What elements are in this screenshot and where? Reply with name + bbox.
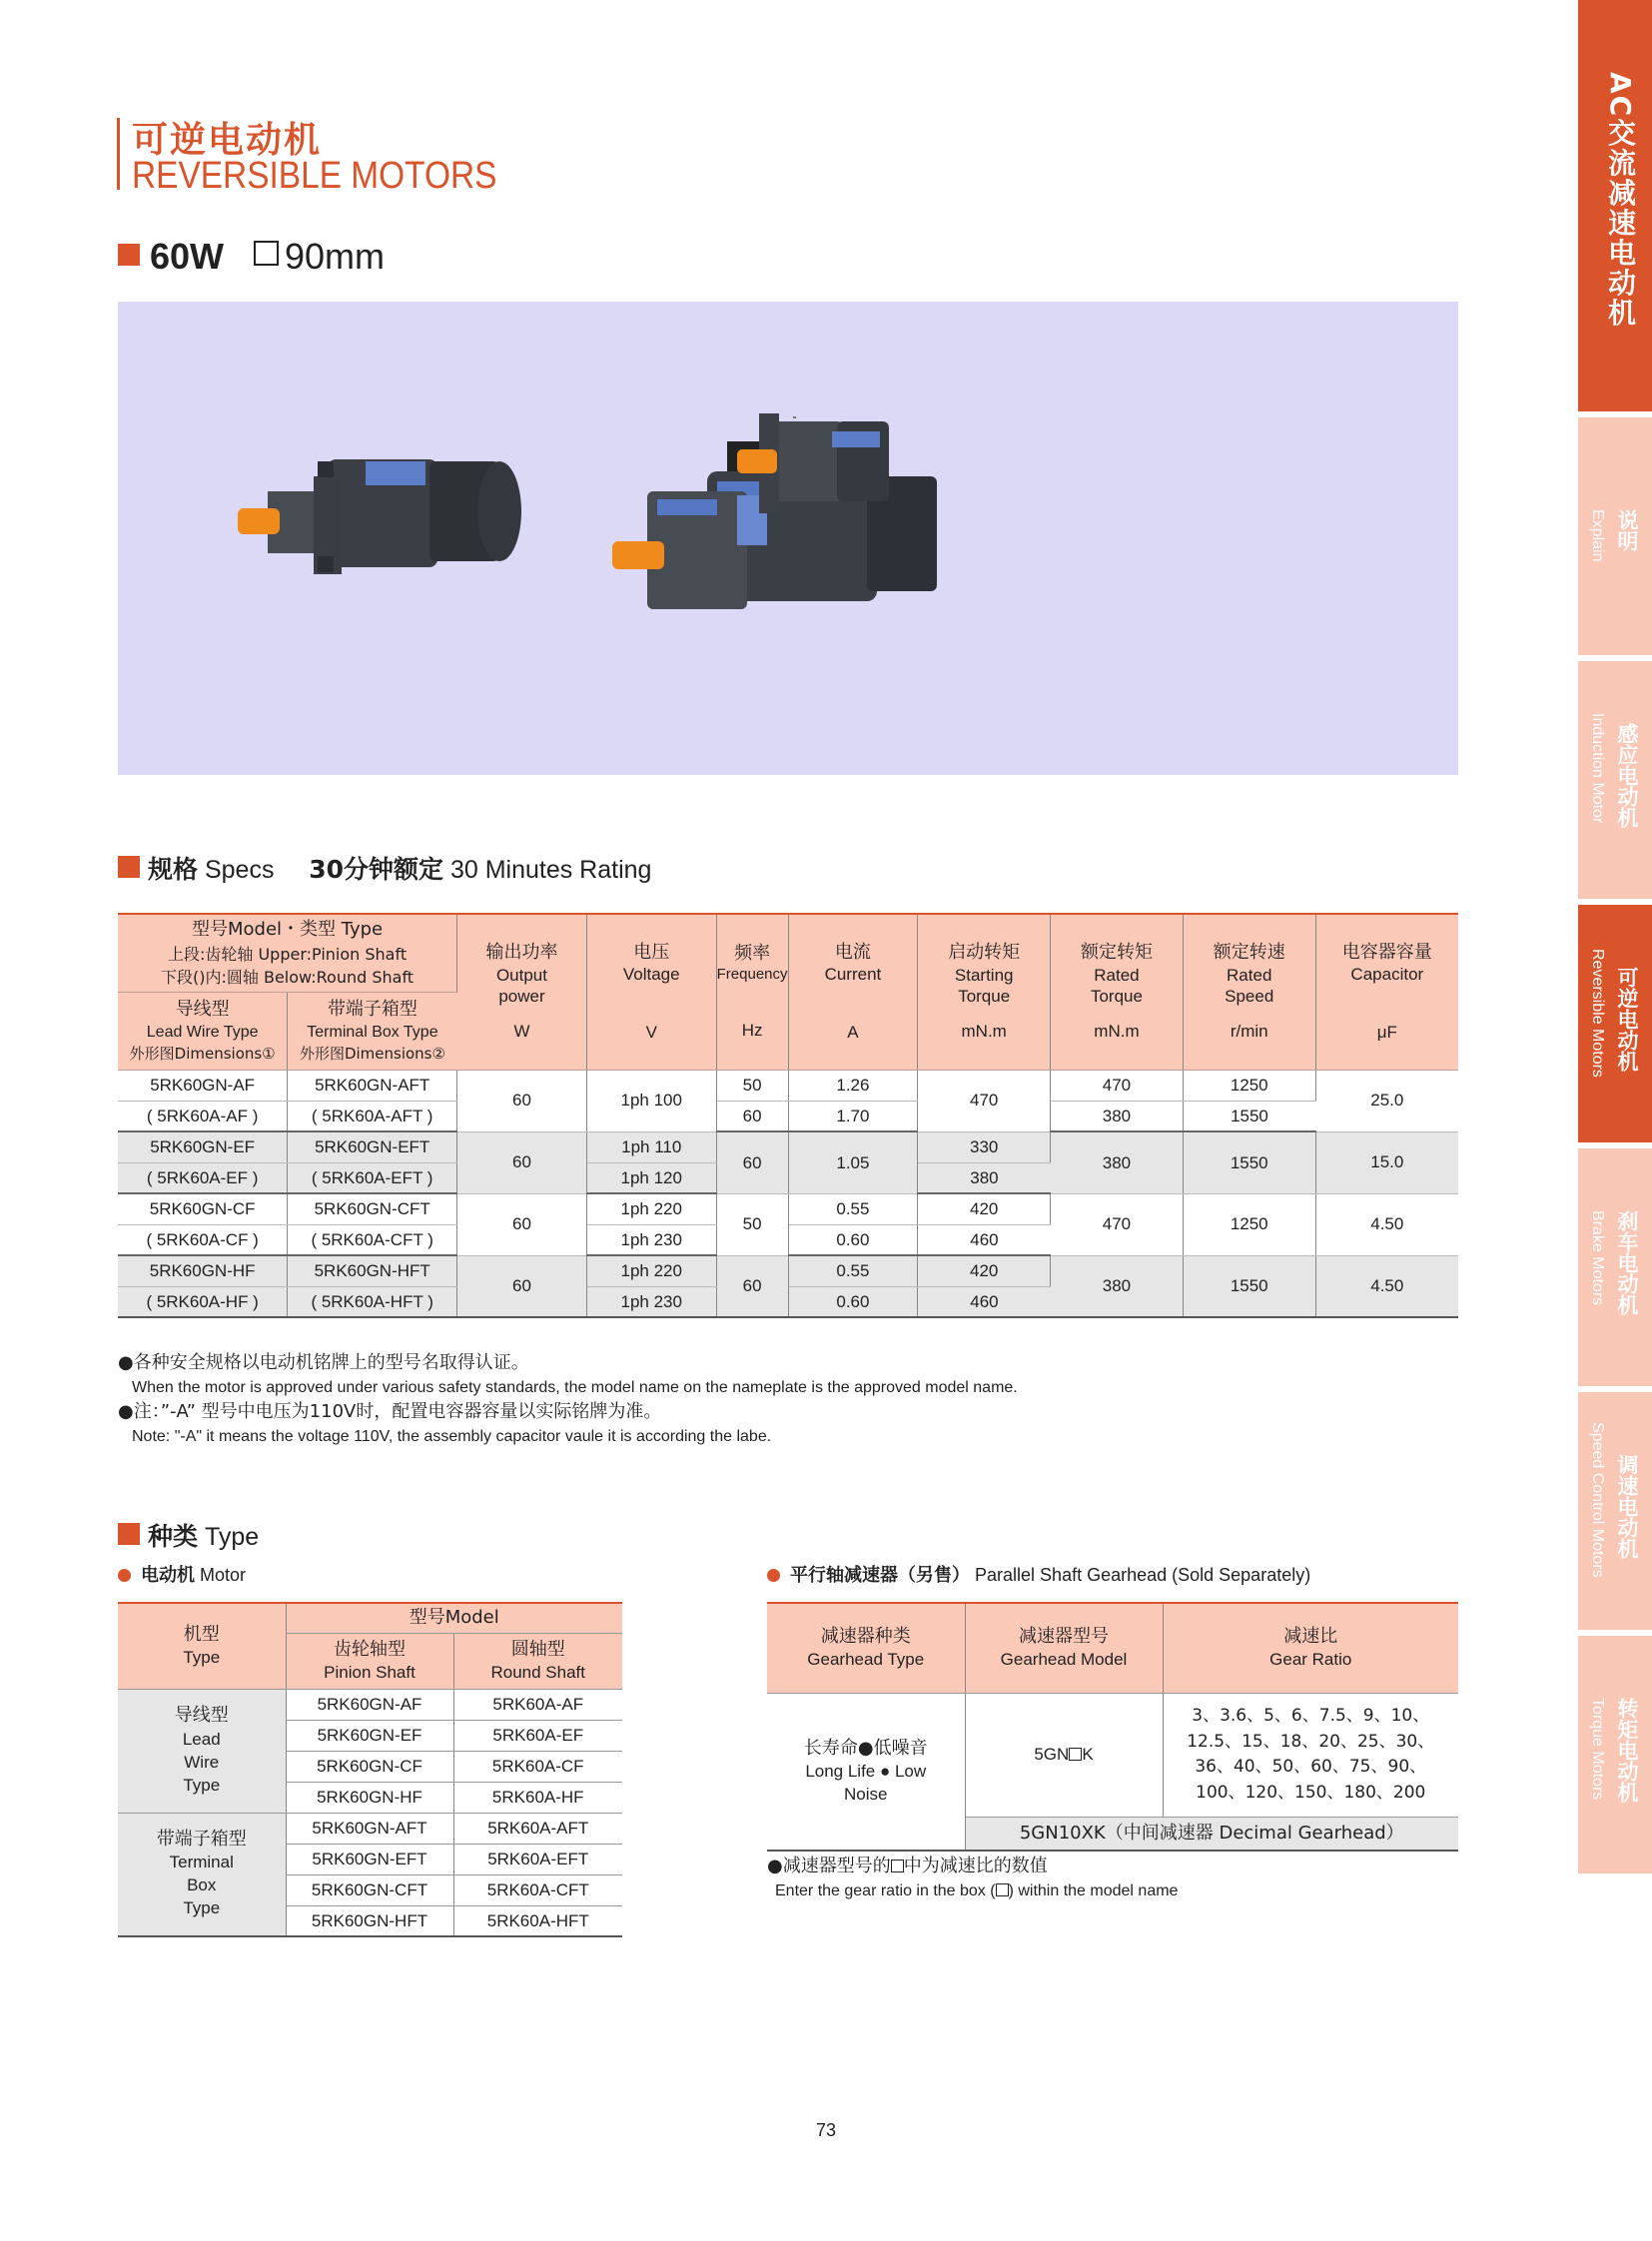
round-model: 5RK60A-HF bbox=[453, 1782, 622, 1813]
rated-speed-value: 1250 bbox=[1183, 1193, 1315, 1255]
section-square-icon bbox=[118, 1523, 140, 1545]
side-tab-explain[interactable] bbox=[1578, 417, 1652, 655]
terminal-box-header bbox=[288, 992, 457, 1070]
ratio-line: 12.5、15、18、20、25、30、 bbox=[1187, 1731, 1435, 1752]
lead-model: 5RK60GN-AF bbox=[118, 1070, 288, 1101]
side-tab-label: 感应电动机 bbox=[1615, 723, 1639, 828]
gh-note-cn-pre: ●减速器型号的 bbox=[767, 1856, 891, 1876]
rated-speed-value: 1550 bbox=[1183, 1131, 1315, 1193]
current-value: 1.70 bbox=[788, 1101, 918, 1131]
type-heading bbox=[148, 1517, 259, 1553]
lead-model: 5RK60GN-CF bbox=[118, 1193, 288, 1224]
gh-note-en-post: ) within the model name bbox=[1008, 1882, 1179, 1900]
start-torque-value: 330 bbox=[918, 1131, 1051, 1162]
start-unit: mN.m bbox=[961, 1022, 1007, 1042]
lead-model-round: ( 5RK60A-EF ) bbox=[118, 1162, 288, 1193]
output-value: 60 bbox=[457, 1255, 587, 1317]
round-model: 5RK60A-AF bbox=[453, 1689, 622, 1720]
side-tab-sublabel: Torque Motors bbox=[1589, 1698, 1606, 1801]
current-header-cn: 电流 bbox=[834, 941, 871, 963]
cap-value: 15.0 bbox=[1315, 1131, 1458, 1193]
gh-model-suffix: K bbox=[1082, 1745, 1094, 1765]
lead-header-cn: 导线型 bbox=[175, 998, 230, 1020]
motor-lead-wire-image bbox=[238, 459, 521, 574]
note-line: When the motor is approved under various safety standards, the model name on the nameplate is the approved model name. bbox=[132, 1379, 1018, 1397]
current-value: 0.55 bbox=[788, 1193, 918, 1224]
side-tab-sublabel: Induction Motor bbox=[1589, 713, 1606, 824]
pinion-header bbox=[286, 1633, 453, 1689]
lead-model-round: ( 5RK60A-AF ) bbox=[118, 1101, 288, 1131]
ratio-line: 3、3.6、5、6、7.5、9、10、 bbox=[1192, 1706, 1430, 1726]
side-tab-speed-control[interactable] bbox=[1578, 1392, 1652, 1630]
voltage-value: 1ph 120 bbox=[586, 1162, 716, 1193]
pinion-model: 5RK60GN-HFT bbox=[286, 1905, 453, 1936]
table-row bbox=[767, 1693, 1458, 1817]
freq-header-en: Frequency bbox=[716, 965, 788, 983]
start-torque-value: 420 bbox=[918, 1255, 1051, 1286]
rated-torque-header-en1: Rated bbox=[1094, 965, 1140, 985]
ratio-box-icon bbox=[1069, 1748, 1082, 1761]
term-model-round: ( 5RK60A-EFT ) bbox=[288, 1162, 457, 1193]
round-model: 5RK60A-EF bbox=[453, 1720, 622, 1751]
pinion-model: 5RK60GN-AFT bbox=[286, 1813, 453, 1844]
type-header-en: Type bbox=[183, 1647, 221, 1667]
type-heading-cn: 种类 bbox=[148, 1522, 199, 1551]
gearhead-model-header bbox=[965, 1603, 1163, 1693]
gh-model-prefix: 5GN bbox=[1034, 1745, 1070, 1765]
pinion-model: 5RK60GN-CF bbox=[286, 1751, 453, 1782]
rated-speed-header-cn: 额定转速 bbox=[1213, 942, 1285, 964]
freq-value: 50 bbox=[716, 1193, 788, 1255]
freq-value: 60 bbox=[716, 1131, 788, 1193]
lead-wire-header bbox=[118, 992, 288, 1070]
frequency-header bbox=[716, 914, 788, 1070]
gh-type-header-en: Gearhead Type bbox=[807, 1649, 925, 1669]
square-frame-icon bbox=[254, 241, 279, 266]
model-header-line3: 下段()内:圆轴 Below:Round Shaft bbox=[161, 968, 414, 988]
lead-group-en: Type bbox=[183, 1775, 221, 1795]
freq-value: 60 bbox=[716, 1101, 788, 1131]
side-tab-label: AC交流减速电动机 bbox=[1604, 72, 1637, 329]
current-header-en: Current bbox=[824, 965, 882, 985]
side-tab-sublabel: Explain bbox=[1589, 509, 1606, 562]
term-group-cn: 带端子箱型 bbox=[156, 1829, 247, 1851]
rated-speed-header-en2: Speed bbox=[1225, 986, 1274, 1006]
current-value: 1.26 bbox=[788, 1070, 918, 1101]
start-torque-value: 420 bbox=[918, 1193, 1051, 1224]
voltage-value: 1ph 230 bbox=[586, 1286, 716, 1317]
side-tab-brake[interactable] bbox=[1578, 1148, 1652, 1386]
gh-type-en2: Noise bbox=[844, 1784, 888, 1804]
specs-heading-cn: 规格 bbox=[148, 855, 199, 884]
side-tab-label: 说明 bbox=[1615, 509, 1639, 551]
rated-torque-unit: mN.m bbox=[1094, 1022, 1140, 1042]
pinion-model: 5RK60GN-CFT bbox=[286, 1874, 453, 1905]
current-unit: A bbox=[847, 1022, 859, 1042]
type-col-header bbox=[118, 1603, 286, 1689]
cap-value: 4.50 bbox=[1315, 1255, 1458, 1317]
bullet-dot-icon bbox=[118, 1569, 131, 1582]
power-rating: 60W bbox=[150, 236, 225, 277]
term-model-round: ( 5RK60A-AFT ) bbox=[288, 1101, 457, 1131]
freq-value: 60 bbox=[716, 1255, 788, 1317]
lead-group-cn: 导线型 bbox=[174, 1705, 229, 1727]
side-tab-label: 转矩电动机 bbox=[1615, 1698, 1639, 1803]
decimal-gearhead: 5GN10XK（中间减速器 Decimal Gearhead） bbox=[965, 1817, 1458, 1851]
rated-speed-header bbox=[1183, 914, 1315, 1070]
round-model: 5RK60A-EFT bbox=[453, 1844, 622, 1874]
rated-torque-value: 470 bbox=[1051, 1193, 1184, 1255]
round-header bbox=[453, 1633, 622, 1689]
bullet-dot-icon bbox=[767, 1569, 780, 1582]
gearhead-type-cell bbox=[767, 1693, 965, 1851]
specs-heading-en: Specs bbox=[204, 856, 275, 884]
start-torque-value: 460 bbox=[918, 1224, 1051, 1255]
note-line: ●注：”-A” 型号中电压为110V时，配置电容器容量以实际铭牌为准。 bbox=[118, 1401, 662, 1423]
rated-torque-value: 380 bbox=[1051, 1255, 1184, 1317]
table-row bbox=[118, 1131, 1458, 1162]
ratio-line: 100、120、150、180、200 bbox=[1196, 1782, 1426, 1803]
term-header-dim: 外形图Dimensions② bbox=[299, 1045, 445, 1064]
gear-ratio-header bbox=[1163, 1603, 1458, 1693]
start-torque-value: 460 bbox=[918, 1286, 1051, 1317]
pinion-model: 5RK60GN-HF bbox=[286, 1782, 453, 1813]
freq-unit: Hz bbox=[741, 1021, 763, 1041]
round-model: 5RK60A-CF bbox=[453, 1751, 622, 1782]
start-torque-value: 470 bbox=[918, 1070, 1051, 1131]
round-model: 5RK60A-CFT bbox=[453, 1874, 622, 1905]
page-number: 73 bbox=[815, 2120, 837, 2140]
motor-type-table bbox=[118, 1602, 622, 1937]
product-photo bbox=[118, 302, 1458, 775]
gh-note-cn-post: 中为减速比的数值 bbox=[903, 1856, 1048, 1876]
current-value: 0.60 bbox=[788, 1224, 918, 1255]
cap-value: 4.50 bbox=[1315, 1193, 1458, 1255]
side-tab-reversible[interactable] bbox=[1578, 905, 1652, 1142]
motors-illustration bbox=[118, 302, 1458, 775]
gearhead-type-header bbox=[767, 1603, 965, 1693]
cap-unit: μF bbox=[1376, 1022, 1397, 1042]
table-row bbox=[118, 1689, 622, 1720]
side-tab-label: 调速电动机 bbox=[1615, 1454, 1639, 1559]
round-header-cn: 圆轴型 bbox=[510, 1639, 565, 1661]
motor-subheading bbox=[118, 1561, 246, 1587]
model-col-header: 型号Model bbox=[286, 1603, 622, 1633]
start-header-en2: Torque bbox=[958, 986, 1011, 1006]
lead-model: 5RK60GN-HF bbox=[118, 1255, 288, 1286]
specs-table bbox=[118, 913, 1458, 1318]
side-tab-sublabel: Brake Motors bbox=[1589, 1210, 1606, 1306]
gh-model-header-cn: 减速器型号 bbox=[1019, 1626, 1109, 1648]
freq-value: 50 bbox=[716, 1070, 788, 1101]
table-row bbox=[118, 1101, 1458, 1131]
side-tab-sublabel: Reversible Motors bbox=[1589, 949, 1606, 1078]
specs-heading bbox=[148, 850, 651, 886]
model-header-line1: 型号Model・类型 Type bbox=[191, 919, 384, 941]
output-unit: W bbox=[513, 1022, 530, 1042]
voltage-value: 1ph 220 bbox=[586, 1193, 716, 1224]
rated-speed-header-en1: Rated bbox=[1227, 965, 1272, 985]
side-tab-sublabel: Speed Control Motors bbox=[1589, 1422, 1606, 1578]
model-type-header bbox=[118, 914, 457, 992]
output-value: 60 bbox=[457, 1070, 587, 1131]
current-value: 0.60 bbox=[788, 1286, 918, 1317]
freq-header-cn: 频率 bbox=[734, 943, 771, 964]
rated-torque-value: 380 bbox=[1051, 1101, 1184, 1131]
term-model: 5RK60GN-HFT bbox=[288, 1255, 457, 1286]
output-header-en2: power bbox=[498, 986, 545, 1006]
pinion-header-cn: 齿轮轴型 bbox=[334, 1639, 406, 1661]
term-model-round: ( 5RK60A-CFT ) bbox=[288, 1224, 457, 1255]
term-model: 5RK60GN-CFT bbox=[288, 1193, 457, 1224]
side-tab-torque[interactable] bbox=[1578, 1636, 1652, 1873]
current-header bbox=[788, 914, 918, 1070]
term-group-en: Terminal bbox=[169, 1853, 234, 1872]
frame-size: 90mm bbox=[285, 236, 386, 277]
voltage-value: 1ph 100 bbox=[586, 1070, 716, 1131]
lead-header-en: Lead Wire Type bbox=[146, 1023, 259, 1041]
page-title-cn: 可逆电动机 bbox=[132, 120, 323, 161]
gh-type-en1: Long Life ● Low bbox=[805, 1761, 927, 1781]
lead-model: 5RK60GN-EF bbox=[118, 1131, 288, 1162]
voltage-value: 1ph 230 bbox=[586, 1224, 716, 1255]
model-header-line2: 上段:齿轮轴 Upper:Pinion Shaft bbox=[167, 945, 408, 965]
capacitor-header bbox=[1315, 914, 1458, 1070]
output-header-cn: 输出功率 bbox=[485, 942, 558, 964]
starting-torque-header bbox=[918, 914, 1051, 1070]
term-model: 5RK60GN-EFT bbox=[288, 1131, 457, 1162]
note-line: Note: "-A" it means the voltage 110V, the assembly capacitor vaule it is according the labe. bbox=[132, 1428, 772, 1446]
rating-cn: 30分钟额定 bbox=[309, 855, 443, 884]
side-tab-label: 可逆电动机 bbox=[1615, 967, 1639, 1072]
ratio-box-icon bbox=[996, 1883, 1009, 1896]
rated-speed-value: 1550 bbox=[1183, 1101, 1315, 1131]
section-square-icon bbox=[118, 856, 140, 878]
term-header-cn: 带端子箱型 bbox=[327, 998, 417, 1020]
gh-ratio-header-cn: 减速比 bbox=[1283, 1626, 1338, 1648]
spec-notes bbox=[118, 1350, 1018, 1449]
start-header-cn: 启动转矩 bbox=[948, 942, 1021, 964]
round-header-en: Round Shaft bbox=[490, 1662, 585, 1682]
voltage-header-en: Voltage bbox=[622, 965, 680, 985]
round-model: 5RK60A-AFT bbox=[453, 1813, 622, 1844]
gearhead-subheading bbox=[767, 1561, 1310, 1587]
term-group-en: Type bbox=[183, 1898, 221, 1918]
output-header-en1: Output bbox=[495, 965, 547, 985]
gearhead-table bbox=[767, 1602, 1458, 1852]
pinion-model: 5RK60GN-EF bbox=[286, 1720, 453, 1751]
gear-ratio-cell bbox=[1163, 1693, 1458, 1817]
rated-torque-value: 470 bbox=[1051, 1070, 1184, 1101]
type-heading-en: Type bbox=[204, 1523, 260, 1551]
note-line: ●各种安全规格以电动机铭牌上的型号名取得认证。 bbox=[118, 1352, 529, 1373]
side-tab-induction[interactable] bbox=[1578, 661, 1652, 899]
gearhead-heading-cn: 平行轴减速器（另售） bbox=[790, 1565, 970, 1586]
cap-header-en: Capacitor bbox=[1350, 965, 1424, 985]
rated-torque-header-cn: 额定转矩 bbox=[1080, 942, 1153, 964]
lead-model-round: ( 5RK60A-CF ) bbox=[118, 1224, 288, 1255]
term-model: 5RK60GN-AFT bbox=[288, 1070, 457, 1101]
rating-en: 30 Minutes Rating bbox=[449, 856, 652, 884]
start-torque-value: 380 bbox=[918, 1162, 1051, 1193]
rated-speed-unit: r/min bbox=[1230, 1022, 1268, 1042]
table-row bbox=[118, 1255, 1458, 1286]
pinion-model: 5RK60GN-AF bbox=[286, 1689, 453, 1720]
side-tab-ac-motor[interactable] bbox=[1578, 0, 1652, 411]
voltage-header bbox=[586, 914, 716, 1070]
voltage-value: 1ph 220 bbox=[586, 1255, 716, 1286]
gh-note-en-pre: Enter the gear ratio in the box ( bbox=[775, 1882, 996, 1900]
term-group-en: Box bbox=[187, 1875, 217, 1895]
rated-torque-header bbox=[1051, 914, 1184, 1070]
cap-header-cn: 电容器容量 bbox=[1341, 941, 1432, 963]
gh-model-header-en: Gearhead Model bbox=[1000, 1649, 1128, 1669]
gearhead-image bbox=[737, 413, 889, 513]
start-header-en1: Starting bbox=[954, 965, 1014, 985]
type-header-cn: 机型 bbox=[183, 1624, 220, 1646]
output-value: 60 bbox=[457, 1131, 587, 1193]
voltage-unit: V bbox=[645, 1022, 657, 1042]
title-accent-bar bbox=[117, 118, 120, 190]
cap-value: 25.0 bbox=[1315, 1070, 1458, 1131]
gearhead-model-cell bbox=[965, 1693, 1163, 1817]
output-header bbox=[457, 914, 587, 1070]
section-square-icon bbox=[118, 244, 140, 266]
motor-sub-cn: 电动机 bbox=[141, 1565, 195, 1586]
terminal-box-group bbox=[118, 1813, 286, 1936]
output-value: 60 bbox=[457, 1193, 587, 1255]
ratio-box-icon bbox=[891, 1860, 904, 1872]
lead-model-round: ( 5RK60A-HF ) bbox=[118, 1286, 288, 1317]
lead-wire-group bbox=[118, 1689, 286, 1813]
lead-header-dim: 外形图Dimensions① bbox=[129, 1045, 276, 1064]
voltage-header-cn: 电压 bbox=[633, 941, 670, 963]
lead-group-en: Wire bbox=[184, 1752, 220, 1772]
table-row bbox=[118, 1070, 1458, 1101]
rated-torque-header-en2: Torque bbox=[1090, 986, 1143, 1006]
pinion-model: 5RK60GN-EFT bbox=[286, 1844, 453, 1874]
page-title-en: REVERSIBLE MOTORS bbox=[132, 155, 497, 197]
table-row bbox=[118, 1193, 1458, 1224]
term-header-en: Terminal Box Type bbox=[307, 1023, 438, 1041]
gearhead-note bbox=[767, 1854, 1178, 1902]
table-row bbox=[118, 1813, 622, 1844]
gh-type-cn: 长寿命●低噪音 bbox=[803, 1737, 928, 1759]
side-tab-label: 刹车电动机 bbox=[1615, 1210, 1639, 1315]
current-value: 1.05 bbox=[788, 1131, 918, 1193]
rated-torque-value: 380 bbox=[1051, 1131, 1184, 1193]
current-value: 0.55 bbox=[788, 1255, 918, 1286]
gh-ratio-header-en: Gear Ratio bbox=[1269, 1649, 1352, 1669]
motor-sub-en: Motor bbox=[200, 1565, 247, 1585]
rated-speed-value: 1250 bbox=[1183, 1070, 1315, 1101]
round-model: 5RK60A-HFT bbox=[453, 1905, 622, 1936]
term-model-round: ( 5RK60A-HFT ) bbox=[288, 1286, 457, 1317]
ratio-line: 36、40、50、60、75、90、 bbox=[1195, 1757, 1427, 1777]
voltage-value: 1ph 110 bbox=[586, 1131, 716, 1162]
lead-group-en: Lead bbox=[182, 1729, 221, 1749]
rated-speed-value: 1550 bbox=[1183, 1255, 1315, 1317]
pinion-header-en: Pinion Shaft bbox=[324, 1662, 415, 1682]
gearhead-heading-en: Parallel Shaft Gearhead (Sold Separately) bbox=[975, 1565, 1311, 1585]
gh-type-header-cn: 减速器种类 bbox=[820, 1626, 911, 1648]
